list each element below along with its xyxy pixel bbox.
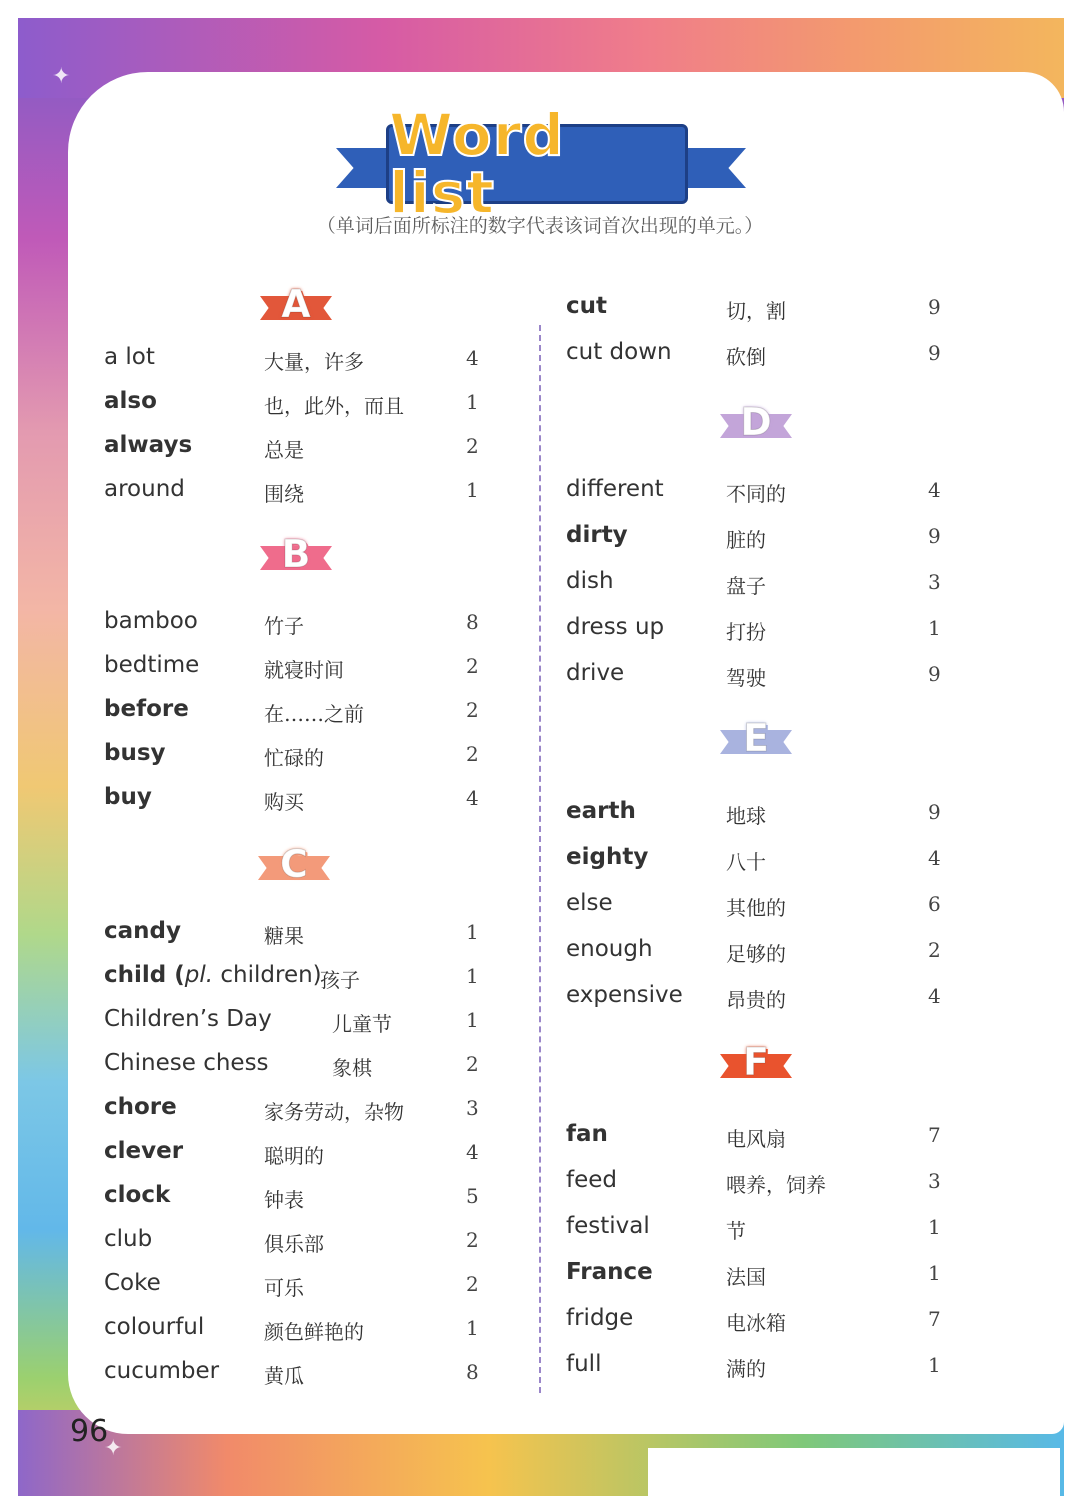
word-chinese: 喂养，饲养 <box>726 1173 826 1197</box>
word-unit: 1 <box>466 920 479 944</box>
word-unit: 2 <box>466 434 479 458</box>
title-banner <box>336 101 746 227</box>
word-unit: 2 <box>928 938 941 962</box>
word-unit: 1 <box>466 1008 479 1032</box>
word-unit: 1 <box>466 478 479 502</box>
page-subtitle: （单词后面所标注的数字代表该词首次出现的单元。） <box>316 215 764 237</box>
word-unit: 4 <box>466 1140 479 1164</box>
word-unit: 9 <box>928 341 941 365</box>
page-title: Word list <box>389 101 565 227</box>
word-chinese: 电风扇 <box>726 1127 786 1151</box>
word-english: Children’s Day <box>104 1006 272 1032</box>
word-unit: 8 <box>466 1360 479 1384</box>
word-unit: 1 <box>928 1261 941 1285</box>
word-unit: 2 <box>466 698 479 722</box>
word-english: clever <box>104 1138 184 1164</box>
letter-glyph: E <box>743 716 769 760</box>
word-english: candy <box>104 918 181 944</box>
letter-badge-f <box>720 1040 792 1090</box>
word-english: eighty <box>566 844 649 870</box>
word-chinese: 购买 <box>264 790 304 814</box>
word-english: bamboo <box>104 608 198 634</box>
word-english: busy <box>104 740 166 766</box>
word-unit: 2 <box>466 1272 479 1296</box>
word-chinese: 忙碌的 <box>264 746 324 770</box>
word-chinese: 也，此外，而且 <box>264 394 404 418</box>
word-chinese: 围绕 <box>264 482 304 506</box>
word-unit: 7 <box>928 1123 941 1147</box>
word-unit: 2 <box>466 1052 479 1076</box>
word-unit: 2 <box>466 742 479 766</box>
letter-glyph: C <box>280 842 308 886</box>
word-chinese: 八十 <box>726 850 766 874</box>
word-chinese: 在……之前 <box>264 702 364 726</box>
word-chinese: 糖果 <box>264 924 304 948</box>
word-chinese: 孩子 <box>320 968 360 992</box>
word-unit: 8 <box>466 610 479 634</box>
word-english: cut down <box>566 339 672 365</box>
word-unit: 4 <box>928 478 941 502</box>
word-chinese: 颜色鲜艳的 <box>264 1320 364 1344</box>
word-english: before <box>104 696 189 722</box>
word-english: enough <box>566 936 653 962</box>
word-chinese: 节 <box>726 1219 746 1243</box>
word-english: colourful <box>104 1314 205 1340</box>
word-unit: 1 <box>466 964 479 988</box>
word-unit: 3 <box>466 1096 479 1120</box>
letter-badge-c <box>258 842 330 892</box>
word-english: else <box>566 890 613 916</box>
word-english: clock <box>104 1182 171 1208</box>
word-chinese: 黄瓜 <box>264 1364 304 1388</box>
word-english: cut <box>566 293 608 319</box>
word-chinese: 家务劳动，杂物 <box>264 1100 404 1124</box>
column-divider <box>539 325 541 1393</box>
word-unit: 7 <box>928 1307 941 1331</box>
word-unit: 3 <box>928 570 941 594</box>
word-chinese: 儿童节 <box>332 1012 392 1036</box>
word-unit: 1 <box>466 390 479 414</box>
word-chinese: 满的 <box>726 1357 766 1381</box>
word-unit: 2 <box>466 1228 479 1252</box>
word-chinese: 昂贵的 <box>726 988 786 1012</box>
word-chinese: 总是 <box>264 438 304 462</box>
word-unit: 9 <box>928 800 941 824</box>
word-english: Coke <box>104 1270 161 1296</box>
page-number: 96 <box>70 1414 109 1449</box>
page-corner <box>648 1448 1060 1511</box>
word-unit: 9 <box>928 295 941 319</box>
word-unit: 1 <box>928 1353 941 1377</box>
word-english: always <box>104 432 193 458</box>
letter-badge-e <box>720 716 792 766</box>
word-chinese: 驾驶 <box>726 666 766 690</box>
word-chinese: 大量，许多 <box>264 350 364 374</box>
word-unit: 5 <box>466 1184 479 1208</box>
word-chinese: 盘子 <box>726 574 766 598</box>
word-english: drive <box>566 660 625 686</box>
word-chinese: 可乐 <box>264 1276 304 1300</box>
letter-glyph: F <box>743 1040 769 1084</box>
word-unit: 1 <box>928 616 941 640</box>
word-unit: 3 <box>928 1169 941 1193</box>
word-unit: 9 <box>928 524 941 548</box>
sparkle-icon: ✦ <box>52 64 71 89</box>
word-chinese: 俱乐部 <box>264 1232 324 1256</box>
word-english: cucumber <box>104 1358 220 1384</box>
word-unit: 4 <box>466 346 479 370</box>
letter-glyph: D <box>740 400 772 444</box>
sparkle-icon: ✦ <box>104 1436 123 1461</box>
word-unit: 4 <box>928 984 941 1008</box>
word-english: different <box>566 476 664 502</box>
word-unit: 1 <box>928 1215 941 1239</box>
word-english: Chinese chess <box>104 1050 269 1076</box>
letter-badge-d <box>720 400 792 450</box>
word-english: a lot <box>104 344 155 370</box>
word-unit: 9 <box>928 662 941 686</box>
word-english: France <box>566 1259 653 1285</box>
word-english: fridge <box>566 1305 634 1331</box>
word-chinese: 竹子 <box>264 614 304 638</box>
word-chinese: 切，割 <box>726 299 786 323</box>
word-chinese: 足够的 <box>726 942 786 966</box>
word-unit: 6 <box>928 892 941 916</box>
word-unit: 4 <box>466 786 479 810</box>
word-chinese: 砍倒 <box>726 345 766 369</box>
letter-badge-b <box>260 532 332 582</box>
word-english: earth <box>566 798 636 824</box>
word-chinese: 法国 <box>726 1265 766 1289</box>
word-english: bedtime <box>104 652 200 678</box>
word-unit: 1 <box>466 1316 479 1340</box>
word-english: festival <box>566 1213 650 1239</box>
word-chinese: 钟表 <box>264 1188 304 1212</box>
word-english: club <box>104 1226 153 1252</box>
title-box <box>386 101 688 227</box>
word-english: buy <box>104 784 152 810</box>
word-chinese: 其他的 <box>726 896 786 920</box>
word-english: chore <box>104 1094 177 1120</box>
word-english: also <box>104 388 157 414</box>
letter-glyph: A <box>281 282 311 326</box>
word-chinese: 就寝时间 <box>264 658 344 682</box>
letter-glyph: B <box>281 532 311 576</box>
word-english: dirty <box>566 522 628 548</box>
word-english: full <box>566 1351 602 1377</box>
word-unit: 2 <box>466 654 479 678</box>
word-english: expensive <box>566 982 683 1008</box>
word-chinese: 地球 <box>726 804 766 828</box>
word-english: dress up <box>566 614 665 640</box>
word-english: around <box>104 476 185 502</box>
word-unit: 4 <box>928 846 941 870</box>
word-english: dish <box>566 568 614 594</box>
word-chinese: 象棋 <box>332 1056 372 1080</box>
word-english: child (pl. children) <box>104 962 322 988</box>
word-chinese: 聪明的 <box>264 1144 324 1168</box>
word-english: feed <box>566 1167 617 1193</box>
word-chinese: 电冰箱 <box>726 1311 786 1335</box>
word-chinese: 不同的 <box>726 482 786 506</box>
word-chinese: 打扮 <box>726 620 766 644</box>
letter-badge-a <box>260 282 332 332</box>
word-chinese: 脏的 <box>726 528 766 552</box>
word-english: fan <box>566 1121 608 1147</box>
